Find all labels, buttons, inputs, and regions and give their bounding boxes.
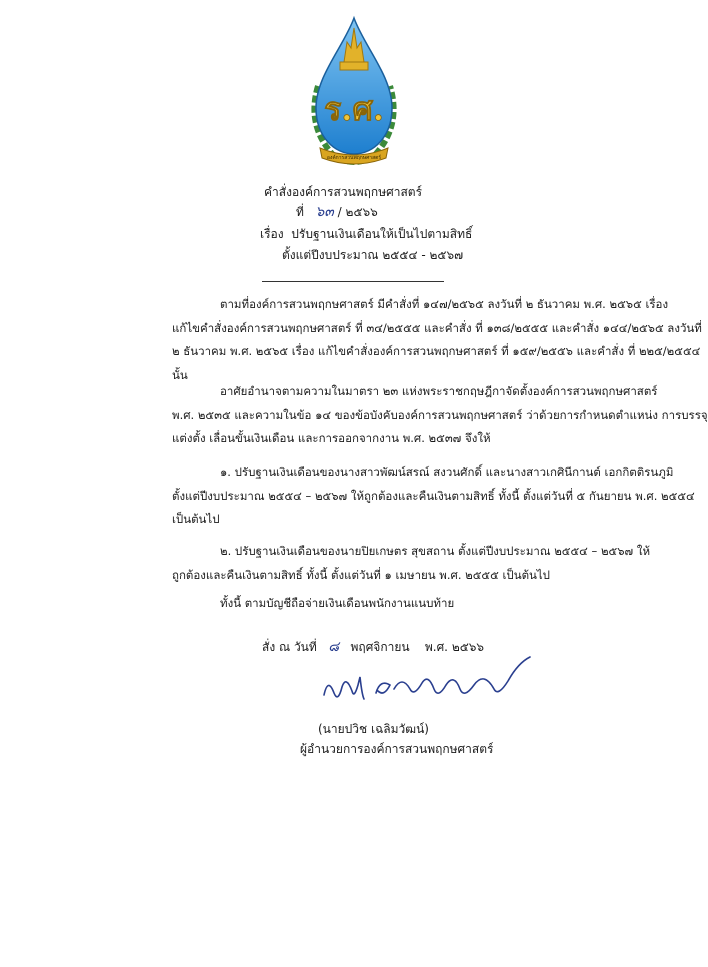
order-date-month: พฤศจิกายน	[350, 640, 410, 654]
order-title: คำสั่งองค์การสวนพฤกษศาสตร์	[264, 185, 423, 199]
paragraph-2-line: พ.ศ. ๒๕๓๕ และความในข้อ ๑๔ ของข้อบังคับองค์การสวนพฤกษศาสตร์ ว่าด้วยการกำหนดตำแหน่ง การบรรจุ	[172, 407, 708, 422]
paragraph-5-line: ทั้งนี้ ตามบัญชีถือจ่ายเงินเดือนพนักงานแนบท้าย	[220, 596, 455, 610]
paragraph-1-line: ๒ ธันวาคม พ.ศ. ๒๕๖๕ เรื่อง แก้ไขคำสั่งองค์การสวนพฤกษศาสตร์ ที่ ๑๕๙/๒๕๕๖ และคำสั่ง ที่ ๒๒๕/๒๕๕๔	[172, 344, 701, 358]
paragraph-2	[172, 380, 708, 451]
subject-line-1	[260, 226, 472, 242]
paragraph-1-line: นั้น	[172, 367, 188, 382]
order-number-prefix: ที่	[296, 205, 304, 219]
paragraph-3-line: ตั้งแต่ปีงบประมาณ ๒๕๕๔ – ๒๕๖๗ ให้ถูกต้องและคืนเงินตามสิทธิ์ ทั้งนี้ ตั้งแต่วันที่ ๕ กันยายน พ.ศ. ๒๕๕๔	[172, 488, 695, 503]
paragraph-3-line: เป็นต้นไป	[172, 512, 220, 526]
order-date-year: พ.ศ. ๒๕๖๖	[424, 640, 485, 654]
paragraph-3	[172, 461, 695, 532]
paragraph-1	[172, 293, 702, 387]
order-number-suffix: / ๒๕๖๖	[337, 205, 378, 219]
signer-name: (นายปวิช เฉลิมวัฒน์)	[318, 722, 429, 736]
paragraph-4-line: ถูกต้องและคืนเงินตามสิทธิ์ ทั้งนี้ ตั้งแต่วันที่ ๑ เมษายน พ.ศ. ๒๕๕๕ เป็นต้นไป	[172, 567, 550, 582]
header-divider	[262, 281, 444, 282]
paragraph-4	[172, 540, 651, 587]
paragraph-1-line: แก้ไขคำสั่งองค์การสวนพฤกษศาสตร์ ที่ ๓๔/๒๕๕๕ และคำสั่ง ที่ ๑๓๘/๒๕๕๕ และคำสั่ง ๑๔๔/๒๕๖๕ ลงวันที่	[172, 320, 702, 335]
svg-text:ร.ศ.: ร.ศ.	[324, 90, 384, 128]
signer-position: ผู้อำนวยการองค์การสวนพฤกษศาสตร์	[300, 742, 494, 756]
order-date-day-handwritten: ๘	[328, 639, 340, 655]
logo-ribbon-text: องค์การสวนพฤกษศาสตร์	[326, 155, 382, 161]
paragraph-5	[172, 592, 640, 616]
order-date-prefix: สั่ง ณ วันที่	[262, 640, 317, 654]
paragraph-1-line: ตามที่องค์การสวนพฤกษศาสตร์ มีคำสั่งที่ ๑๔๗/๒๕๖๕ ลงวันที่ ๒ ธันวาคม พ.ศ. ๒๕๖๕ เรื่อง	[220, 297, 669, 311]
subject-prefix: เรื่อง	[260, 227, 284, 241]
subject-line-2: ตั้งแต่ปีงบประมาณ ๒๕๕๔ - ๒๕๖๗	[282, 248, 464, 262]
paragraph-2-line: อาศัยอำนาจตามความในมาตรา ๒๓ แห่งพระราชกฤษฎีกาจัดตั้งองค์การสวนพฤกษศาสตร์	[220, 384, 658, 398]
paragraph-3-line: ๑. ปรับฐานเงินเดือนของนางสาวพัฒน์สรณ์ สงวนศักดิ์ และนางสาวเกศินีกานต์ เอกกิตติรนภูมิ	[220, 465, 674, 479]
paragraph-4-line: ๒. ปรับฐานเงินเดือนของนายปิยเกษตร สุขสถาน ตั้งแต่ปีงบประมาณ ๒๕๕๔ – ๒๕๖๗ ให้	[220, 544, 651, 558]
paragraph-2-line: แต่งตั้ง เลื่อนขั้นเงินเดือน และการออกจากงาน พ.ศ. ๒๕๓๗ จึงให้	[172, 431, 491, 445]
order-number-handwritten: ๖๓	[315, 204, 334, 220]
handwritten-signature	[318, 655, 538, 715]
subject-text-1: ปรับฐานเงินเดือนให้เป็นไปตามสิทธิ์	[291, 227, 473, 241]
order-number-line	[296, 204, 378, 220]
org-emblem-logo	[304, 16, 404, 176]
